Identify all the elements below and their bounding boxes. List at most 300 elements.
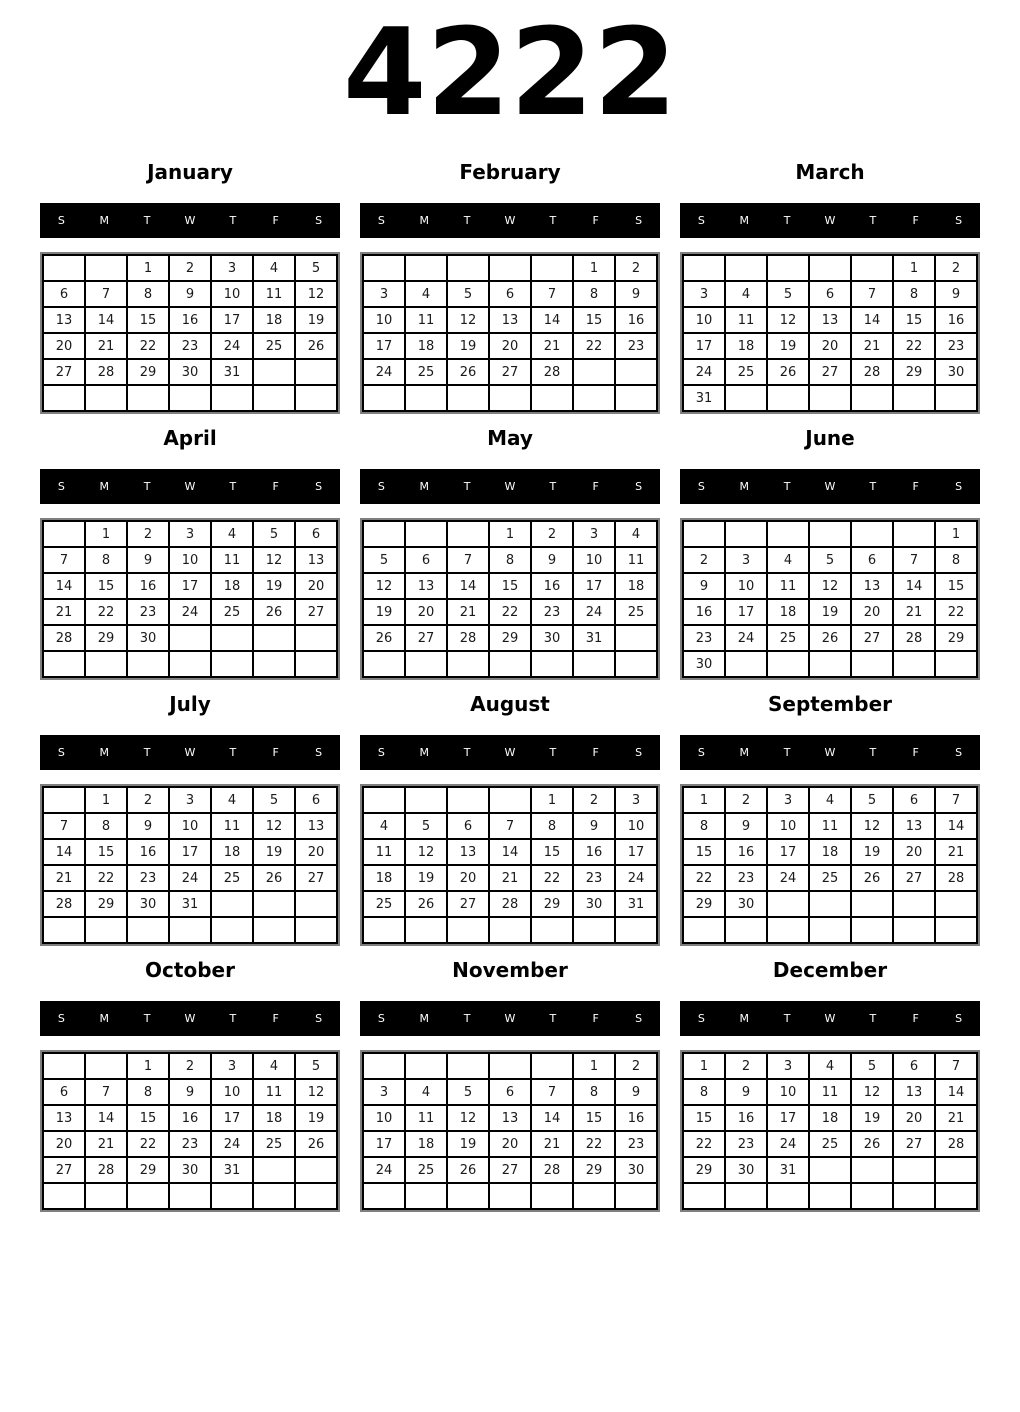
day-cell: 12 (363, 573, 405, 599)
empty-day-cell (851, 521, 893, 547)
day-cell: 14 (85, 307, 127, 333)
month-days-table (682, 520, 978, 678)
day-cell: 9 (935, 281, 977, 307)
month-days-frame (40, 784, 340, 946)
day-cell: 20 (295, 839, 337, 865)
day-cell: 19 (405, 865, 447, 891)
day-cell: 13 (447, 839, 489, 865)
weekday-label: T (143, 746, 151, 759)
empty-day-cell (725, 385, 767, 411)
month-february (360, 160, 660, 414)
week-row (43, 1105, 337, 1131)
month-days-frame (360, 784, 660, 946)
day-cell: 27 (851, 625, 893, 651)
weekday-label: F (592, 214, 599, 227)
empty-day-cell (615, 385, 657, 411)
day-cell: 21 (43, 865, 85, 891)
day-cell: 25 (405, 359, 447, 385)
day-cell: 25 (253, 333, 295, 359)
weekday-label: S (697, 214, 705, 227)
empty-day-cell (363, 1183, 405, 1209)
empty-day-cell (683, 1183, 725, 1209)
weekday-label: S (57, 1012, 65, 1025)
month-days-frame (360, 1050, 660, 1212)
day-cell: 15 (893, 307, 935, 333)
weekday-header (40, 735, 340, 770)
day-cell: 30 (169, 1157, 211, 1183)
day-cell: 20 (489, 333, 531, 359)
weekday-label: F (592, 1012, 599, 1025)
weekday-label: S (955, 746, 963, 759)
day-cell: 15 (85, 573, 127, 599)
day-cell: 30 (683, 651, 725, 677)
day-cell: 14 (935, 813, 977, 839)
day-cell: 31 (767, 1157, 809, 1183)
empty-day-cell (893, 1157, 935, 1183)
day-cell: 24 (725, 625, 767, 651)
empty-day-cell (295, 651, 337, 677)
empty-day-cell (253, 625, 295, 651)
day-cell: 8 (573, 1079, 615, 1105)
weekday-label: F (272, 1012, 279, 1025)
weekday-label: W (504, 746, 516, 759)
day-cell: 9 (169, 281, 211, 307)
month-days-table (682, 1052, 978, 1210)
month-title: December (772, 958, 888, 982)
empty-day-cell (767, 651, 809, 677)
empty-day-cell (295, 359, 337, 385)
day-cell: 24 (683, 359, 725, 385)
day-cell: 2 (935, 255, 977, 281)
month-december (680, 958, 980, 1212)
day-cell: 19 (295, 1105, 337, 1131)
empty-day-cell (363, 917, 405, 943)
weekday-label: T (143, 1012, 151, 1025)
month-days-table (42, 254, 338, 412)
day-cell: 7 (85, 1079, 127, 1105)
weekday-header (680, 469, 980, 504)
week-row (363, 333, 657, 359)
day-cell: 25 (615, 599, 657, 625)
week-row (683, 625, 977, 651)
day-cell: 23 (935, 333, 977, 359)
empty-day-cell (447, 1053, 489, 1079)
day-cell: 5 (851, 1053, 893, 1079)
day-cell: 16 (531, 573, 573, 599)
empty-day-cell (43, 385, 85, 411)
day-cell: 28 (43, 625, 85, 651)
day-cell: 29 (683, 891, 725, 917)
day-cell: 21 (531, 1131, 573, 1157)
week-row (363, 385, 657, 411)
empty-day-cell (851, 651, 893, 677)
weekday-label: W (184, 1012, 196, 1025)
empty-day-cell (573, 385, 615, 411)
weekday-header (680, 1001, 980, 1036)
day-cell: 10 (767, 813, 809, 839)
empty-day-cell (851, 255, 893, 281)
weekday-header (360, 469, 660, 504)
day-cell: 20 (489, 1131, 531, 1157)
empty-day-cell (405, 255, 447, 281)
day-cell: 9 (169, 1079, 211, 1105)
empty-day-cell (127, 385, 169, 411)
day-cell: 11 (253, 1079, 295, 1105)
day-cell: 16 (127, 573, 169, 599)
day-cell: 18 (809, 1105, 851, 1131)
empty-day-cell (573, 651, 615, 677)
week-row (683, 385, 977, 411)
empty-day-cell (935, 385, 977, 411)
day-cell: 16 (725, 839, 767, 865)
weekday-label: T (549, 480, 557, 493)
day-cell: 28 (85, 359, 127, 385)
day-cell: 4 (809, 787, 851, 813)
day-cell: 7 (935, 1053, 977, 1079)
day-cell: 19 (851, 1105, 893, 1131)
day-cell: 8 (127, 281, 169, 307)
day-cell: 21 (43, 599, 85, 625)
weekday-label: M (739, 1012, 750, 1025)
day-cell: 7 (43, 813, 85, 839)
weekday-label: S (697, 1012, 705, 1025)
day-cell: 3 (211, 255, 253, 281)
weekday-label: T (549, 746, 557, 759)
week-row (43, 891, 337, 917)
day-cell: 19 (851, 839, 893, 865)
day-cell: 20 (851, 599, 893, 625)
day-cell: 4 (253, 1053, 295, 1079)
week-row (43, 813, 337, 839)
day-cell: 6 (43, 1079, 85, 1105)
day-cell: 8 (127, 1079, 169, 1105)
empty-day-cell (531, 651, 573, 677)
month-days-frame (680, 252, 980, 414)
day-cell: 22 (85, 599, 127, 625)
empty-day-cell (85, 1183, 127, 1209)
empty-day-cell (767, 917, 809, 943)
month-january (40, 160, 340, 414)
empty-day-cell (405, 521, 447, 547)
weekday-label: M (739, 214, 750, 227)
day-cell: 29 (573, 1157, 615, 1183)
day-cell: 22 (531, 865, 573, 891)
day-cell: 6 (893, 787, 935, 813)
day-cell: 3 (169, 787, 211, 813)
day-cell: 13 (295, 547, 337, 573)
weekday-header (680, 735, 980, 770)
day-cell: 24 (363, 1157, 405, 1183)
day-cell: 18 (253, 307, 295, 333)
empty-day-cell (615, 651, 657, 677)
empty-day-cell (725, 255, 767, 281)
day-cell: 11 (211, 813, 253, 839)
weekday-header (40, 203, 340, 238)
day-cell: 20 (43, 1131, 85, 1157)
day-cell: 24 (573, 599, 615, 625)
day-cell: 31 (573, 625, 615, 651)
day-cell: 25 (211, 865, 253, 891)
day-cell: 26 (363, 625, 405, 651)
weekday-label: M (99, 746, 110, 759)
empty-day-cell (809, 521, 851, 547)
day-cell: 15 (683, 839, 725, 865)
week-row (683, 1183, 977, 1209)
weekday-label: S (697, 480, 705, 493)
empty-day-cell (851, 891, 893, 917)
week-row (363, 787, 657, 813)
weekday-label: S (315, 746, 323, 759)
day-cell: 5 (447, 281, 489, 307)
day-cell: 2 (127, 787, 169, 813)
day-cell: 8 (683, 813, 725, 839)
day-cell: 16 (573, 839, 615, 865)
week-row (363, 281, 657, 307)
day-cell: 26 (295, 333, 337, 359)
day-cell: 12 (295, 1079, 337, 1105)
day-cell: 28 (531, 359, 573, 385)
year-title: 4222 (343, 4, 677, 143)
weekday-label: T (463, 1012, 471, 1025)
weekday-label: M (419, 746, 430, 759)
empty-day-cell (809, 917, 851, 943)
month-days-table (362, 1052, 658, 1210)
month-july (40, 692, 340, 946)
day-cell: 27 (295, 599, 337, 625)
day-cell: 7 (935, 787, 977, 813)
day-cell: 14 (851, 307, 893, 333)
day-cell: 13 (809, 307, 851, 333)
weekday-label: T (549, 1012, 557, 1025)
empty-day-cell (43, 255, 85, 281)
day-cell: 19 (447, 333, 489, 359)
week-row (43, 333, 337, 359)
empty-day-cell (725, 521, 767, 547)
day-cell: 18 (615, 573, 657, 599)
day-cell: 28 (935, 865, 977, 891)
empty-day-cell (253, 359, 295, 385)
empty-day-cell (893, 1183, 935, 1209)
week-row (683, 787, 977, 813)
weekday-label: T (143, 214, 151, 227)
weekday-label: T (869, 214, 877, 227)
week-row (43, 839, 337, 865)
day-cell: 10 (767, 1079, 809, 1105)
day-cell: 5 (253, 521, 295, 547)
day-cell: 28 (851, 359, 893, 385)
empty-day-cell (489, 385, 531, 411)
day-cell: 17 (211, 307, 253, 333)
day-cell: 17 (767, 1105, 809, 1131)
week-row (363, 1105, 657, 1131)
month-november (360, 958, 660, 1212)
weekday-label: S (377, 214, 385, 227)
weekday-label: W (824, 214, 836, 227)
day-cell: 12 (851, 1079, 893, 1105)
weekday-label: T (783, 746, 791, 759)
day-cell: 23 (169, 1131, 211, 1157)
empty-day-cell (169, 917, 211, 943)
day-cell: 24 (211, 333, 253, 359)
day-cell: 18 (809, 839, 851, 865)
day-cell: 7 (851, 281, 893, 307)
day-cell: 3 (767, 1053, 809, 1079)
empty-day-cell (531, 917, 573, 943)
day-cell: 7 (447, 547, 489, 573)
day-cell: 29 (683, 1157, 725, 1183)
weekday-label: W (184, 214, 196, 227)
day-cell: 29 (489, 625, 531, 651)
day-cell: 17 (615, 839, 657, 865)
day-cell: 25 (211, 599, 253, 625)
empty-day-cell (405, 787, 447, 813)
week-row (43, 281, 337, 307)
day-cell: 5 (405, 813, 447, 839)
day-cell: 11 (615, 547, 657, 573)
weekday-label: S (697, 746, 705, 759)
day-cell: 4 (211, 787, 253, 813)
week-row (43, 359, 337, 385)
day-cell: 12 (295, 281, 337, 307)
month-days-table (362, 254, 658, 412)
weekday-header (40, 1001, 340, 1036)
empty-day-cell (573, 917, 615, 943)
day-cell: 6 (851, 547, 893, 573)
day-cell: 28 (43, 891, 85, 917)
empty-day-cell (253, 1157, 295, 1183)
empty-day-cell (85, 917, 127, 943)
day-cell: 2 (615, 1053, 657, 1079)
day-cell: 22 (935, 599, 977, 625)
empty-day-cell (405, 385, 447, 411)
day-cell: 14 (489, 839, 531, 865)
empty-day-cell (447, 1183, 489, 1209)
week-row (363, 307, 657, 333)
week-row (43, 917, 337, 943)
empty-day-cell (767, 891, 809, 917)
day-cell: 16 (615, 1105, 657, 1131)
day-cell: 14 (43, 839, 85, 865)
day-cell: 28 (85, 1157, 127, 1183)
day-cell: 21 (531, 333, 573, 359)
day-cell: 16 (683, 599, 725, 625)
month-title: May (487, 426, 533, 450)
day-cell: 10 (169, 813, 211, 839)
weekday-label: M (419, 1012, 430, 1025)
day-cell: 20 (405, 599, 447, 625)
week-row (363, 839, 657, 865)
empty-day-cell (489, 1053, 531, 1079)
day-cell: 23 (725, 1131, 767, 1157)
weekday-label: T (229, 214, 237, 227)
day-cell: 27 (447, 891, 489, 917)
day-cell: 11 (767, 573, 809, 599)
empty-day-cell (893, 385, 935, 411)
day-cell: 14 (935, 1079, 977, 1105)
day-cell: 18 (767, 599, 809, 625)
day-cell: 1 (573, 255, 615, 281)
week-row (363, 547, 657, 573)
day-cell: 26 (405, 891, 447, 917)
empty-day-cell (405, 1183, 447, 1209)
day-cell: 16 (725, 1105, 767, 1131)
empty-day-cell (725, 917, 767, 943)
weekday-label: F (592, 480, 599, 493)
day-cell: 30 (531, 625, 573, 651)
empty-day-cell (43, 1053, 85, 1079)
empty-day-cell (447, 385, 489, 411)
day-cell: 31 (683, 385, 725, 411)
day-cell: 30 (725, 1157, 767, 1183)
day-cell: 9 (683, 573, 725, 599)
day-cell: 24 (767, 865, 809, 891)
empty-day-cell (85, 1053, 127, 1079)
day-cell: 14 (893, 573, 935, 599)
day-cell: 26 (253, 865, 295, 891)
months-grid (40, 160, 980, 1212)
day-cell: 15 (573, 1105, 615, 1131)
day-cell: 20 (893, 839, 935, 865)
day-cell: 8 (935, 547, 977, 573)
day-cell: 22 (683, 1131, 725, 1157)
day-cell: 8 (85, 813, 127, 839)
day-cell: 21 (851, 333, 893, 359)
day-cell: 23 (615, 1131, 657, 1157)
day-cell: 6 (295, 787, 337, 813)
day-cell: 5 (253, 787, 295, 813)
day-cell: 27 (809, 359, 851, 385)
day-cell: 14 (43, 573, 85, 599)
month-title: February (459, 160, 561, 184)
day-cell: 20 (447, 865, 489, 891)
empty-day-cell (211, 917, 253, 943)
day-cell: 2 (573, 787, 615, 813)
day-cell: 17 (169, 839, 211, 865)
day-cell: 1 (573, 1053, 615, 1079)
day-cell: 13 (489, 1105, 531, 1131)
month-title: September (768, 692, 892, 716)
week-row (363, 917, 657, 943)
weekday-label: S (57, 746, 65, 759)
weekday-label: T (869, 480, 877, 493)
day-cell: 30 (725, 891, 767, 917)
week-row (43, 1053, 337, 1079)
empty-day-cell (363, 255, 405, 281)
weekday-label: M (419, 214, 430, 227)
empty-day-cell (253, 891, 295, 917)
day-cell: 12 (253, 547, 295, 573)
day-cell: 9 (127, 813, 169, 839)
day-cell: 12 (851, 813, 893, 839)
day-cell: 12 (447, 307, 489, 333)
day-cell: 22 (127, 333, 169, 359)
empty-day-cell (169, 385, 211, 411)
day-cell: 3 (683, 281, 725, 307)
week-row (363, 1053, 657, 1079)
day-cell: 19 (253, 573, 295, 599)
day-cell: 18 (211, 839, 253, 865)
day-cell: 2 (127, 521, 169, 547)
day-cell: 4 (405, 281, 447, 307)
day-cell: 26 (851, 1131, 893, 1157)
day-cell: 30 (127, 891, 169, 917)
day-cell: 8 (531, 813, 573, 839)
month-title: April (163, 426, 217, 450)
month-days-frame (360, 518, 660, 680)
weekday-label: M (99, 214, 110, 227)
week-row (683, 813, 977, 839)
day-cell: 28 (935, 1131, 977, 1157)
